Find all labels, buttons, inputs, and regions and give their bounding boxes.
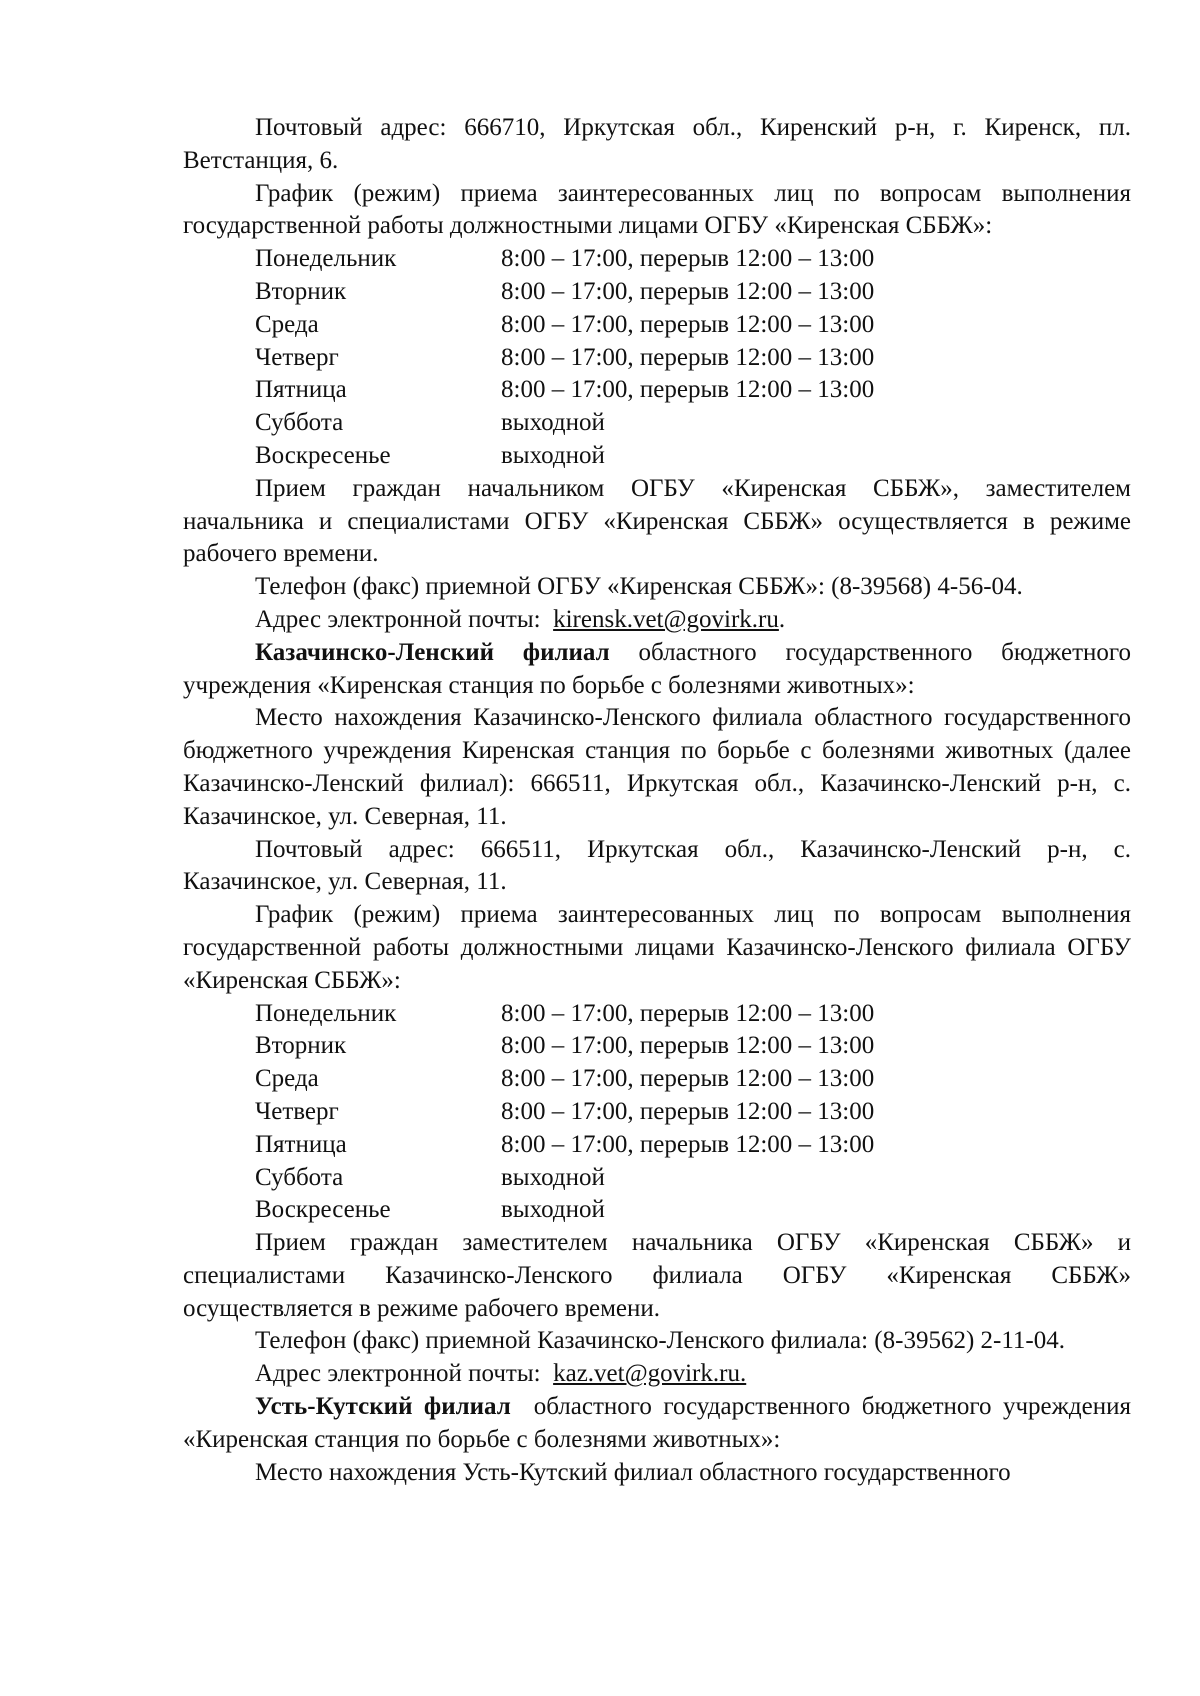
schedule-row (183, 243, 1131, 276)
schedule-time: 8:00 – 17:00, перерыв 12:00 – 13:00 (501, 1097, 875, 1125)
schedule-day: Понедельник (255, 245, 397, 273)
schedule-row (183, 1063, 1131, 1096)
phone-kazachinsk: Телефон (факс) приемной Казачинско-Ленского филиала: (8-39562) 2-11-04. (255, 1327, 1065, 1355)
schedule-day: Пятница (255, 1130, 347, 1158)
branch-name-kazachinsk: Казачинско-Ленский филиал (255, 638, 610, 666)
schedule-time: выходной (501, 1163, 605, 1191)
email-link-kazachinsk[interactable]: kaz.vet@govirk.ru. (553, 1360, 747, 1388)
schedule-time: 8:00 – 17:00, перерыв 12:00 – 13:00 (501, 277, 875, 305)
location-ust-kut: Место нахождения Усть-Кутский филиал областного государственного (255, 1458, 1011, 1486)
schedule-row (183, 342, 1131, 375)
schedule-time: выходной (501, 441, 605, 469)
schedule-time: 8:00 – 17:00, перерыв 12:00 – 13:00 (501, 1065, 875, 1093)
schedule-day: Воскресенье (255, 441, 391, 469)
schedule-day: Воскресенье (255, 1196, 391, 1224)
schedule-day: Суббота (255, 409, 344, 437)
schedule-row (183, 1096, 1131, 1129)
schedule-day: Четверг (255, 1097, 339, 1125)
schedule-row (183, 1030, 1131, 1063)
branch-title-kazachinsk (183, 637, 1131, 703)
schedule-day: Четверг (255, 343, 339, 371)
email-line-kirensk (183, 604, 1131, 637)
schedule-row (183, 309, 1131, 342)
schedule-day: Понедельник (255, 999, 397, 1027)
schedule-time: 8:00 – 17:00, перерыв 12:00 – 13:00 (501, 343, 875, 371)
schedule-intro-kazachinsk: График (режим) приема заинтересованных лиц по вопросам выполнения государственной работы должностными лицами Казачинско-Ленского филиала ОГБУ «Киренская СББЖ»: (183, 901, 1131, 994)
schedule-time: выходной (501, 409, 605, 437)
schedule-intro-kirensk: График (режим) приема заинтересованных лиц по вопросам выполнения государственной работы должностными лицами ОГБУ «Киренская СББЖ»: (183, 179, 1131, 240)
schedule-row (183, 440, 1131, 473)
reception-kirensk: Прием граждан начальником ОГБУ «Киренская СББЖ», заместителем начальника и специалистами ОГБУ «Киренская СББЖ» осуществляется в режиме рабочего времени. (183, 474, 1131, 568)
schedule-row (183, 276, 1131, 309)
postal-address-kirensk: Почтовый адрес: 666710, Иркутская обл., Киренский р-н, г. Киренск, пл. Ветстанция, 6. (183, 114, 1131, 174)
schedule-day: Среда (255, 310, 319, 338)
schedule-day: Суббота (255, 1163, 344, 1191)
schedule-kazachinsk (183, 998, 1131, 1228)
schedule-time: 8:00 – 17:00, перерыв 12:00 – 13:00 (501, 1130, 875, 1158)
document-page (183, 112, 1131, 1489)
schedule-row (183, 998, 1131, 1031)
schedule-day: Среда (255, 1065, 319, 1093)
schedule-time: выходной (501, 1196, 605, 1224)
schedule-kirensk (183, 243, 1131, 473)
email-label: Адрес электронной почты: (255, 1360, 541, 1388)
schedule-time: 8:00 – 17:00, перерыв 12:00 – 13:00 (501, 245, 875, 273)
email-label: Адрес электронной почты: (255, 605, 541, 633)
reception-kazachinsk: Прием граждан заместителем начальника ОГБУ «Киренская СББЖ» и специалистами Казачинско-Ленского филиала ОГБУ «Киренская СББЖ» осуществляется в режиме рабочего времени. (183, 1229, 1131, 1322)
schedule-row (183, 1162, 1131, 1195)
branch-name-ust-kut: Усть-Кутский филиал (255, 1393, 511, 1421)
schedule-time: 8:00 – 17:00, перерыв 12:00 – 13:00 (501, 1032, 875, 1060)
schedule-row (183, 374, 1131, 407)
schedule-day: Пятница (255, 376, 347, 404)
branch-title-rest: областного государственного бюджетного учреждения «Киренская станция по борьбе с болезнями животных»: (183, 638, 1132, 699)
email-line-kazachinsk (183, 1358, 1131, 1391)
location-kazachinsk: Место нахождения Казачинско-Ленского филиала областного государственного бюджетного учреждения Киренская станция по борьбе с болезнями животных (далее Казачинско-Ленский филиал): 666511, Иркутская обл., Казачинско-Ленский р-н, с. Казачинское, ул. Северная, 11. (183, 704, 1131, 830)
schedule-row (183, 1194, 1131, 1227)
schedule-time: 8:00 – 17:00, перерыв 12:00 – 13:00 (501, 310, 875, 338)
branch-title-ust-kut (183, 1391, 1131, 1457)
schedule-row (183, 1129, 1131, 1162)
schedule-day: Вторник (255, 1032, 347, 1060)
email-link-kirensk[interactable]: kirensk.vet@govirk.ru (553, 605, 779, 633)
branch-title-rest: областного государственного бюджетного учреждения «Киренская станция по борьбе с болезнями животных»: (183, 1393, 1131, 1453)
schedule-time: 8:00 – 17:00, перерыв 12:00 – 13:00 (501, 999, 875, 1027)
email-tail: . (778, 605, 786, 633)
phone-kirensk: Телефон (факс) приемной ОГБУ «Киренская СББЖ»: (8-39568) 4-56-04. (255, 573, 1023, 601)
postal-address-kazachinsk: Почтовый адрес: 666511, Иркутская обл., Казачинско-Ленский р-н, с. Казачинское, ул. Северная, 11. (183, 835, 1131, 896)
schedule-day: Вторник (255, 277, 347, 305)
schedule-time: 8:00 – 17:00, перерыв 12:00 – 13:00 (501, 376, 875, 404)
schedule-row (183, 407, 1131, 440)
